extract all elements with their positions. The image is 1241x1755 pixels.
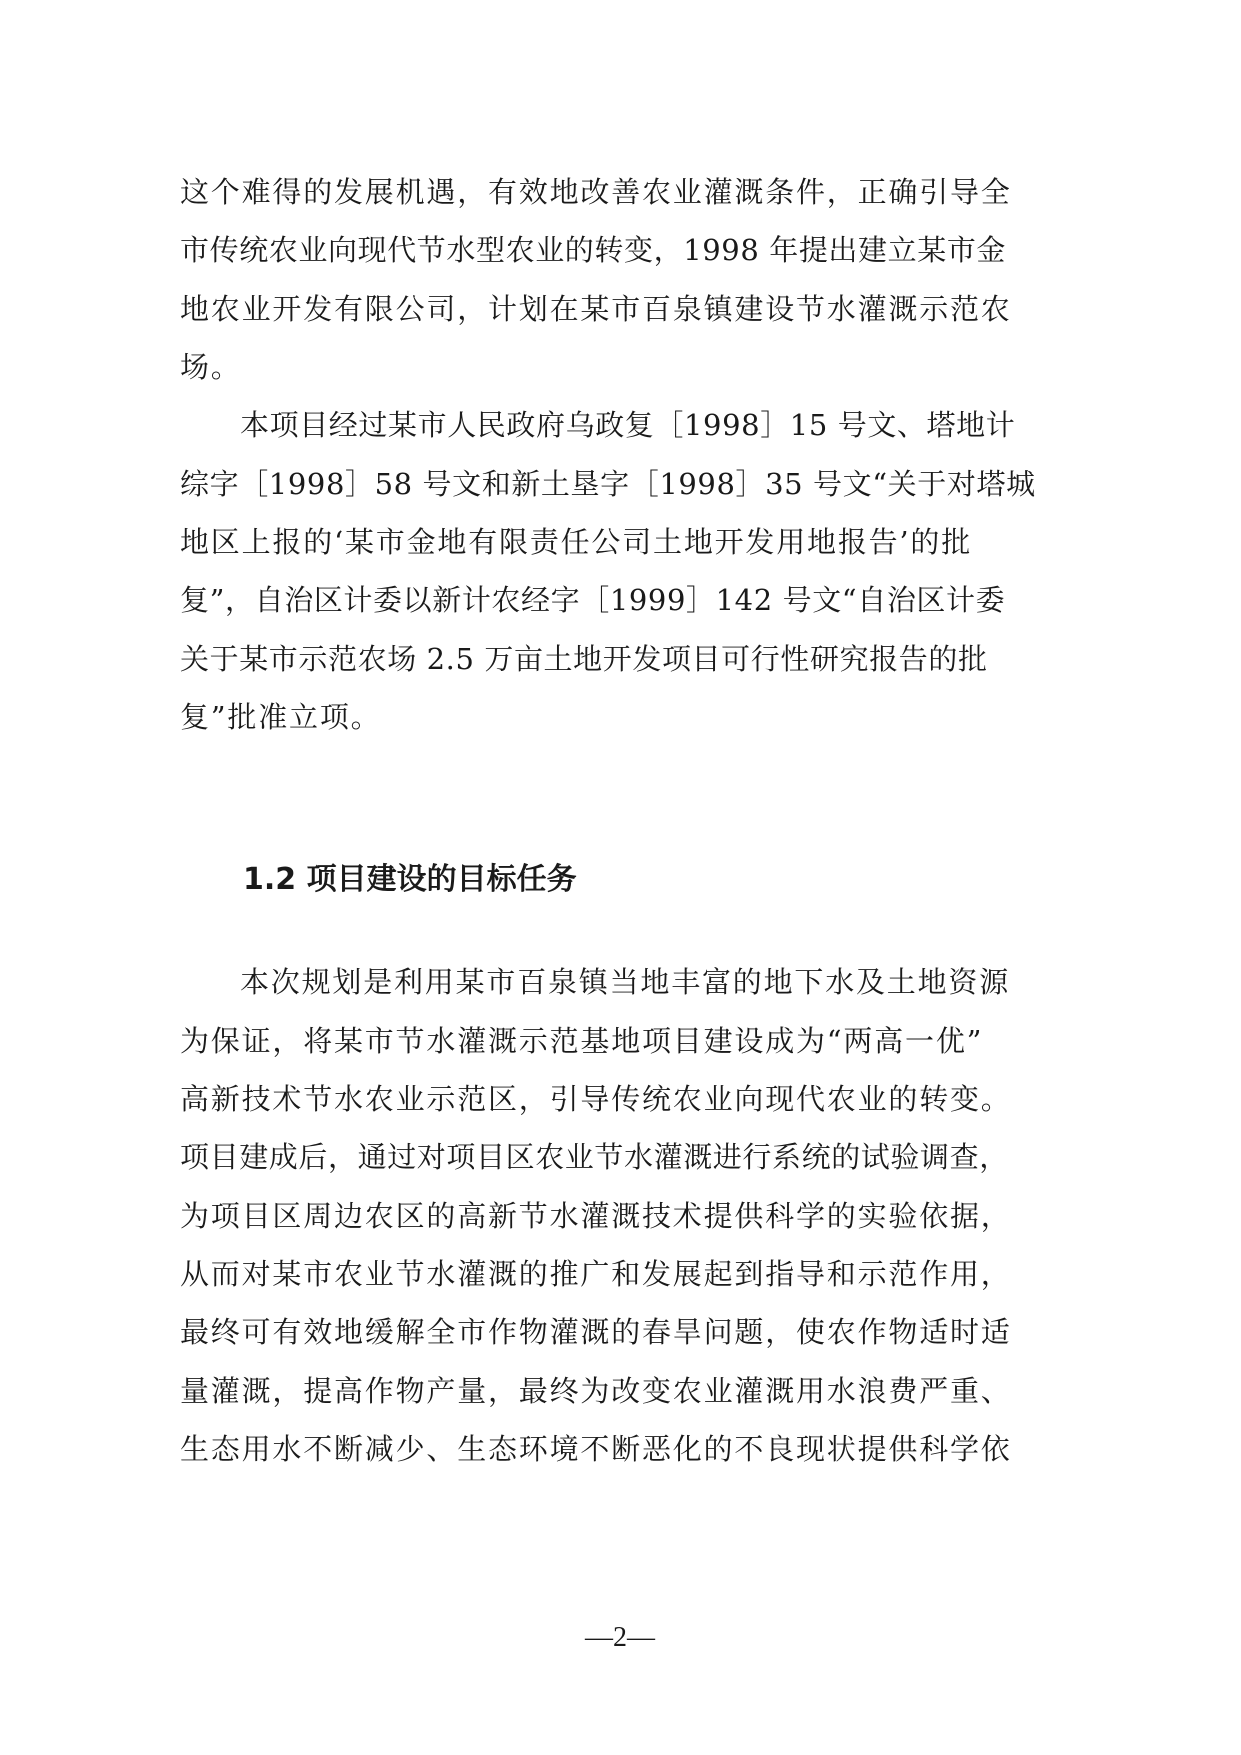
paragraph-line: 项目建成后，通过对项目区农业节水灌溉进行系统的试验调查， (180, 1140, 1009, 1174)
section-heading: 1.2 项目建设的目标任务 (243, 862, 577, 897)
paragraph-line: 生态用水不断减少、生态环境不断恶化的不良现状提供科学依 (180, 1432, 1012, 1466)
paragraph-line: 从而对某市农业节水灌溉的推广和发展起到指导和示范作用， (180, 1257, 1012, 1291)
paragraph-line: 高新技术节水农业示范区，引导传统农业向现代农业的转变。 (180, 1082, 1012, 1116)
paragraph-line: 这个难得的发展机遇，有效地改善农业灌溉条件，正确引导全 (180, 175, 1012, 209)
paragraph-line: 地农业开发有限公司，计划在某市百泉镇建设节水灌溉示范农 (180, 292, 1012, 326)
paragraph-line: 市传统农业向现代节水型农业的转变，1998 年提出建立某市金 (180, 233, 1007, 267)
paragraph-line: 本项目经过某市人民政府乌政复［1998］15 号文、塔地计 (240, 408, 1016, 442)
paragraph-line: 为项目区周边农区的高新节水灌溉技术提供科学的实验依据， (180, 1199, 1012, 1233)
paragraph-line: 综字［1998］58 号文和新土垦字［1998］35 号文“关于对塔城 (180, 467, 1036, 501)
paragraph-line: 场。 (180, 350, 242, 384)
paragraph-line: 本次规划是利用某市百泉镇当地丰富的地下水及土地资源 (240, 965, 1011, 999)
page-number: —2— (585, 1622, 655, 1653)
paragraph-line: 量灌溉，提高作物产量，最终为改变农业灌溉用水浪费严重、 (180, 1374, 1012, 1408)
paragraph-line: 最终可有效地缓解全市作物灌溉的春旱问题，使农作物适时适 (180, 1315, 1012, 1349)
paragraph-line: 为保证，将某市节水灌溉示范基地项目建设成为“两高一优” (180, 1024, 984, 1058)
paragraph-line: 关于某市示范农场 2.5 万亩土地开发项目可行性研究报告的批 (180, 642, 988, 676)
paragraph-line: 复”批准立项。 (180, 700, 382, 734)
paragraph-line: 地区上报的‘某市金地有限责任公司土地开发用地报告’的批 (180, 525, 973, 559)
paragraph-line: 复”，自治区计委以新计农经字［1999］142 号文“自治区计委 (180, 583, 1006, 617)
